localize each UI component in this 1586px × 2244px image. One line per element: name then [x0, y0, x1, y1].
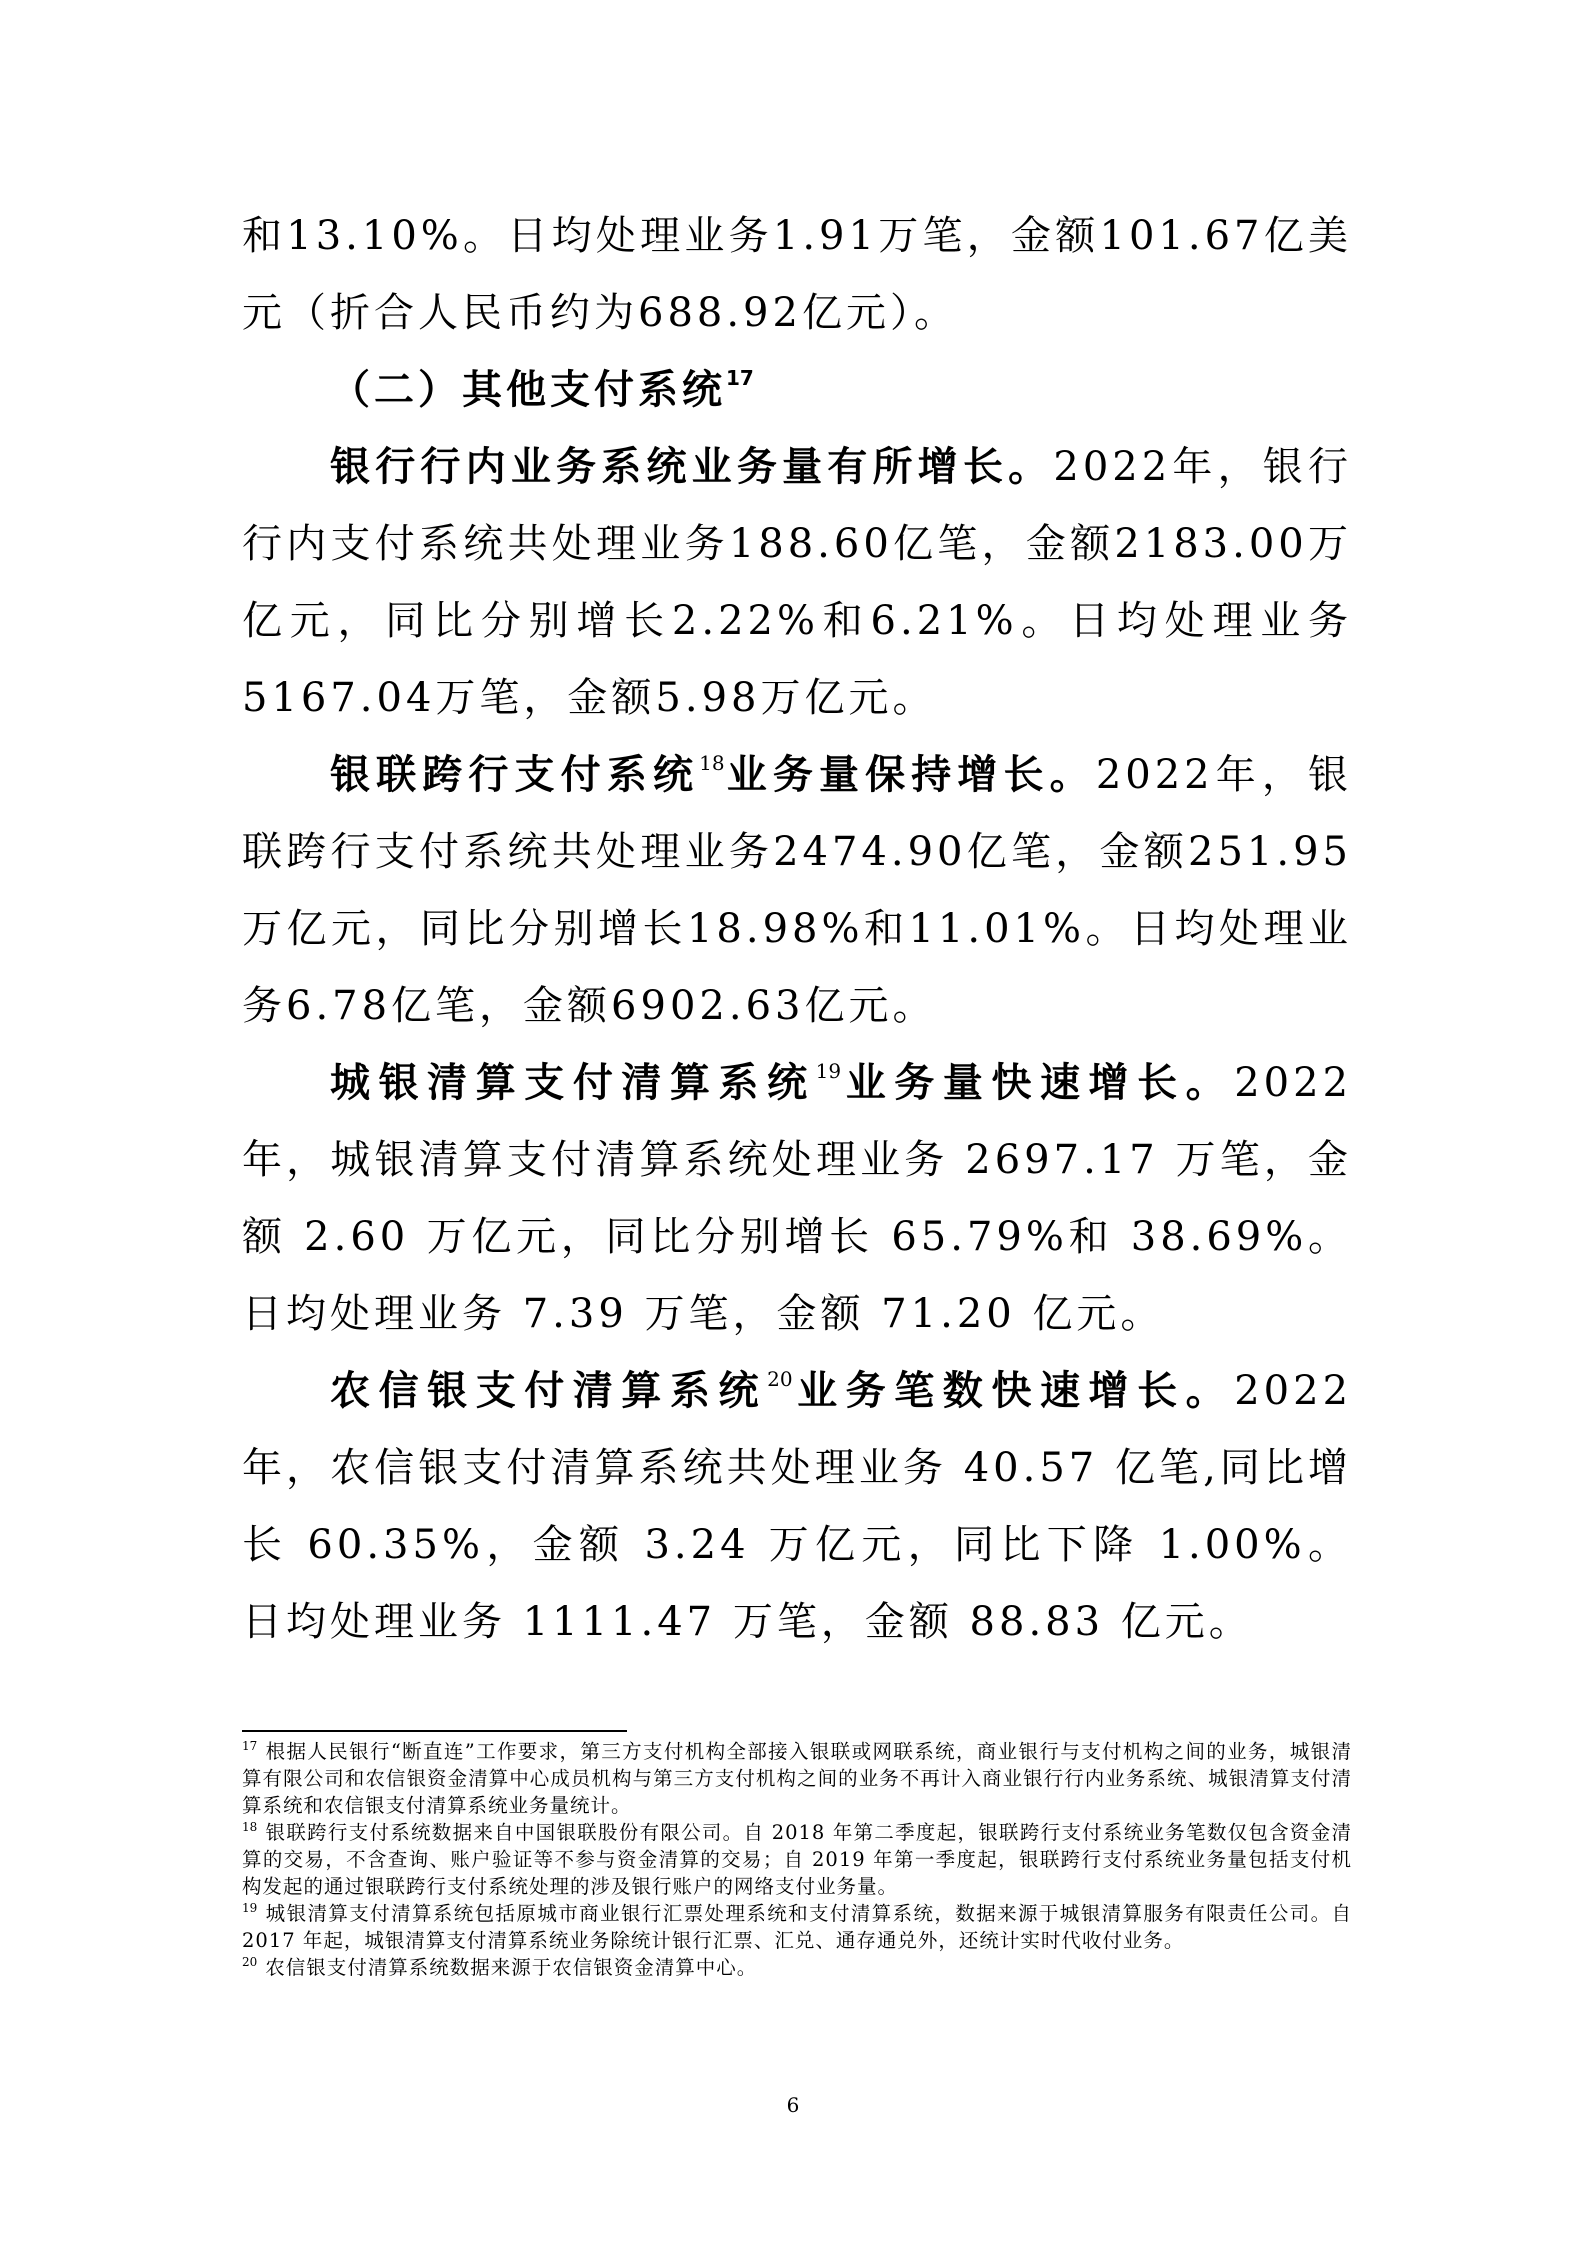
footnote-separator — [242, 1730, 627, 1732]
footnote-text: 根据人民银行“断直连”工作要求，第三方支付机构全部接入银联或网联系统，商业银行与支付机构之间的业务，城银清算有限公司和农信银资金清算中心成员机构与第三方支付机构之间的业务不再计入商业银行行内业务系统、城银清算支付清算系统和农信银支付清算系统业务量统计。 — [242, 1740, 1352, 1817]
footnote-ref-20: 20 — [767, 1367, 793, 1391]
main-text — [242, 198, 1352, 1661]
section-heading — [242, 352, 1352, 429]
paragraph-lead: 农信银支付清算系统 — [330, 1368, 768, 1414]
paragraph-unionpay — [242, 737, 1352, 1045]
footnote-number: 17 — [242, 1739, 258, 1753]
section-heading-text: （二）其他支付系统 — [330, 367, 726, 413]
paragraph-body: 2022年，银行行内支付系统共处理业务188.60亿笔，金额2183.00万亿元，同比分别增长2.22%和6.21%。日均处理业务5167.04万笔，金额5.98万亿元。 — [242, 444, 1353, 721]
footnote-ref-19: 19 — [815, 1059, 842, 1083]
paragraph-continued: 和13.10%。日均处理业务1.91万笔，金额101.67亿美元（折合人民币约为688.92亿元）。 — [242, 213, 1352, 336]
paragraph-lead: 银行行内业务系统业务量有所增长。 — [330, 444, 1054, 490]
footnote-text: 农信银支付清算系统数据来源于农信银资金清算中心。 — [265, 1956, 758, 1979]
paragraph-body: 2022 年，城银清算支付清算系统处理业务 2697.17 万笔，金额 2.60 万亿元，同比分别增长 65.79%和 38.69%。日均处理业务 7.39 万笔，金额 71.20 亿元。 — [242, 1060, 1353, 1337]
paragraph-lead-tail: 业务量快速增长。 — [841, 1060, 1235, 1106]
footnote-18 — [242, 1819, 1352, 1900]
footnote-number: 20 — [242, 1955, 258, 1969]
footnote-17 — [242, 1738, 1352, 1819]
paragraph-body: 2022 年，农信银支付清算系统共处理业务 40.57 亿笔,同比增长 60.35%，金额 3.24 万亿元，同比下降 1.00%。日均处理业务 1111.47 万笔，金额 88.83 亿元。 — [242, 1368, 1353, 1645]
page-number: 6 — [786, 2093, 800, 2117]
footnote-20 — [242, 1954, 1352, 1981]
paragraph-lead: 城银清算支付清算系统 — [330, 1060, 816, 1106]
paragraph-lead-tail: 业务量保持增长。 — [724, 752, 1096, 798]
footnote-number: 18 — [242, 1820, 258, 1834]
footnotes — [242, 1738, 1352, 1981]
paragraph-body: 2022年，银联跨行支付系统共处理业务2474.90亿笔，金额251.95万亿元，同比分别增长18.98%和11.01%。日均处理业务6.78亿笔，金额6902.63亿元。 — [242, 752, 1353, 1029]
paragraph-lead-tail: 业务笔数快速增长。 — [792, 1368, 1235, 1414]
footnote-ref-17: 17 — [726, 366, 754, 390]
footnote-19 — [242, 1900, 1352, 1954]
paragraph-rural-credit-clearing — [242, 1353, 1352, 1661]
footnote-number: 19 — [242, 1901, 258, 1915]
footnote-text: 银联跨行支付系统数据来自中国银联股份有限公司。自 2018 年第二季度起，银联跨行支付系统业务笔数仅包含资金清算的交易，不含查询、账户验证等不参与资金清算的交易；自 2019 年第一季度起，银联跨行支付系统业务量包括支付机构发起的通过银联跨行支付系统处理的涉及银行账户的网络支付业务量。 — [242, 1821, 1352, 1898]
paragraph-lead: 银联跨行支付系统 — [330, 752, 700, 798]
paragraph-city-bank-clearing — [242, 1045, 1352, 1353]
paragraph-bank-internal — [242, 429, 1352, 737]
footnote-text: 城银清算支付清算系统包括原城市商业银行汇票处理系统和支付清算系统，数据来源于城银清算服务有限责任公司。自 2017 年起，城银清算支付清算系统业务除统计银行汇票、汇兑、通存通兑外，还统计实时代收付业务。 — [242, 1902, 1352, 1952]
footnote-ref-18: 18 — [699, 751, 725, 775]
